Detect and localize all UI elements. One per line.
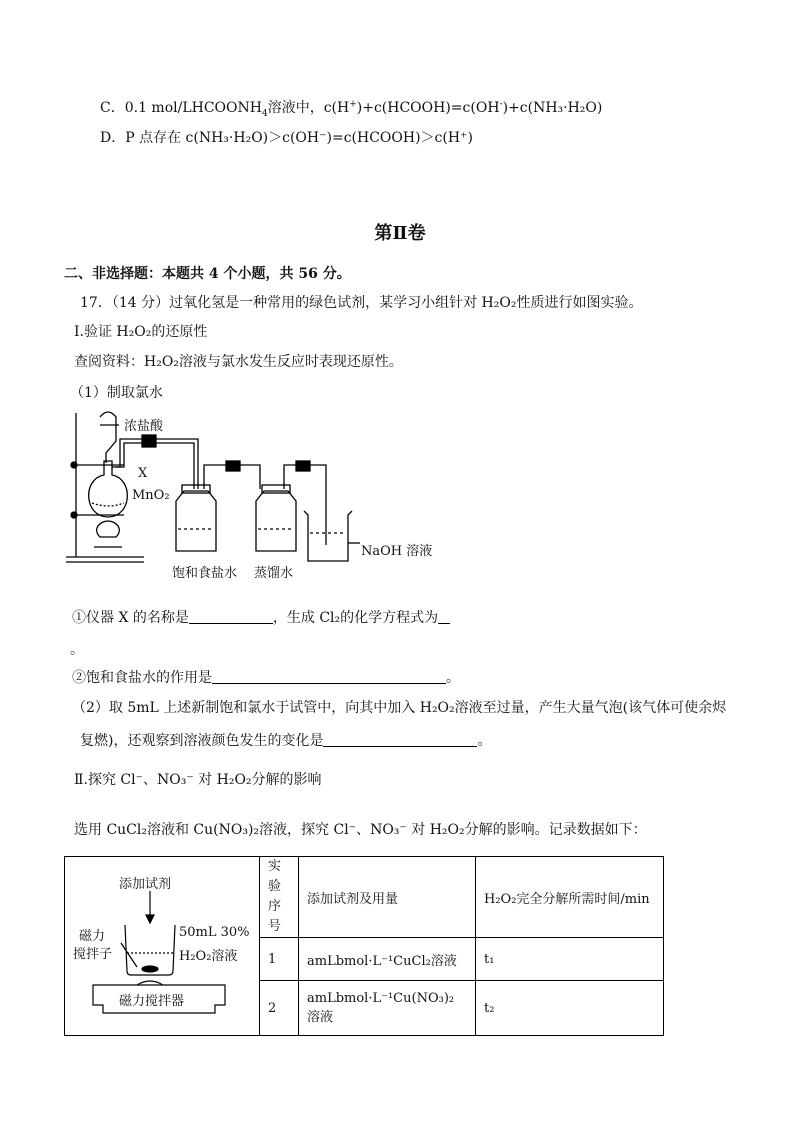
- label-x: X: [138, 466, 148, 481]
- header-reagent: 添加试剂及用量: [299, 857, 476, 938]
- answer-blank-color[interactable]: [323, 732, 477, 747]
- header-serial: 实验 序号: [260, 857, 299, 938]
- part1-title: Ⅰ.验证 H₂O₂的还原性: [74, 324, 208, 340]
- q1-text-b: ，生成 Cl₂的化学方程式为: [272, 610, 439, 626]
- option-c-sub: 4: [261, 108, 268, 119]
- sub2-line2: [80, 731, 491, 751]
- reference-text: 查阅资料：H₂O₂溶液与氯水发生反应时表现还原性。: [74, 354, 403, 370]
- q1-line: [72, 608, 450, 628]
- section-heading: 二、非选择题：本题共 4 个小题，共 56 分。: [64, 266, 351, 282]
- q1-text-a: ①仪器 X 的名称是: [72, 610, 189, 626]
- option-c-sup1: +: [349, 99, 357, 110]
- answer-blank-equation[interactable]: [438, 609, 450, 624]
- label-bottle2: 蒸馏水: [254, 566, 294, 581]
- section-title: 第Ⅱ卷: [374, 223, 426, 244]
- label-acid: 浓盐酸: [124, 419, 164, 434]
- label-volume: 50mL 30%: [179, 924, 250, 940]
- option-c-text2: 溶液中，c(H: [267, 100, 350, 116]
- cell-serial: 1: [260, 938, 299, 981]
- option-c-text1: C．0.1 mol/LHCOONH: [100, 100, 262, 116]
- label-bottle1: 饱和食盐水: [172, 566, 238, 581]
- label-h2o2: H₂O₂溶液: [179, 948, 238, 964]
- q2-line: [72, 668, 460, 688]
- q2-end: 。: [446, 670, 460, 686]
- label-stir-bar-1: 磁力: [79, 928, 106, 944]
- q1-end: 。: [70, 642, 84, 658]
- option-c-text4: )+c(NH₃·H₂O): [502, 100, 603, 116]
- option-c-text3: )+c(HCOOH)=c(OH: [356, 100, 500, 116]
- cell-reagent: amLbmol·L⁻¹Cu(NO₃)₂溶液: [299, 981, 476, 1036]
- answer-blank-saltwater[interactable]: [212, 669, 446, 684]
- sub1-title: （1）制取氯水: [70, 385, 163, 401]
- label-stir-bar-2: 搅拌子: [73, 946, 113, 962]
- sub2-end: 。: [477, 733, 492, 749]
- cell-time: t₁: [476, 938, 664, 981]
- part2-title: Ⅱ.探究 Cl⁻、NO₃⁻ 对 H₂O₂分解的影响: [74, 772, 322, 788]
- answer-blank-instrument[interactable]: [189, 609, 273, 624]
- option-d: D．P 点存在 c(NH₃·H₂O)＞c(OH⁻)=c(HCOOH)＞c(H⁺): [100, 130, 473, 146]
- cell-reagent: amLbmol·L⁻¹CuCl₂溶液: [299, 938, 476, 981]
- label-add-reagent: 添加试剂: [119, 876, 172, 892]
- data-table: [64, 856, 664, 1036]
- apparatus2-cell: [65, 857, 260, 1036]
- label-stirrer: 磁力搅拌器: [119, 993, 185, 1009]
- sub2-line1: （2）取 5mL 上述新制饱和氯水于试管中，向其中加入 H₂O₂溶液至过量，产生大量气泡(该气体可使余烬: [72, 700, 727, 716]
- part2-desc: 选用 CuCl₂溶液和 Cu(NO₃)₂溶液，探究 Cl⁻、NO₃⁻ 对 H₂O₂分解的影响。记录数据如下：: [74, 822, 647, 838]
- sub2-text: 复燃)，还观察到溶液颜色发生的变化是: [80, 733, 324, 749]
- cell-time: t₂: [476, 981, 664, 1036]
- cell-serial: 2: [260, 981, 299, 1036]
- label-mno2: MnO₂: [132, 488, 170, 503]
- label-naoh: NaOH 溶液: [361, 544, 433, 559]
- q2-text: ②饱和食盐水的作用是: [72, 670, 212, 686]
- header-time: H₂O₂完全分解所需时间/min: [476, 857, 664, 938]
- q17-intro: 17．（14 分）过氧化氢是一种常用的绿色试剂，某学习小组针对 H₂O₂性质进行如图实验。: [80, 295, 643, 311]
- option-c: [100, 98, 602, 118]
- option-c-sup2: -: [499, 99, 503, 110]
